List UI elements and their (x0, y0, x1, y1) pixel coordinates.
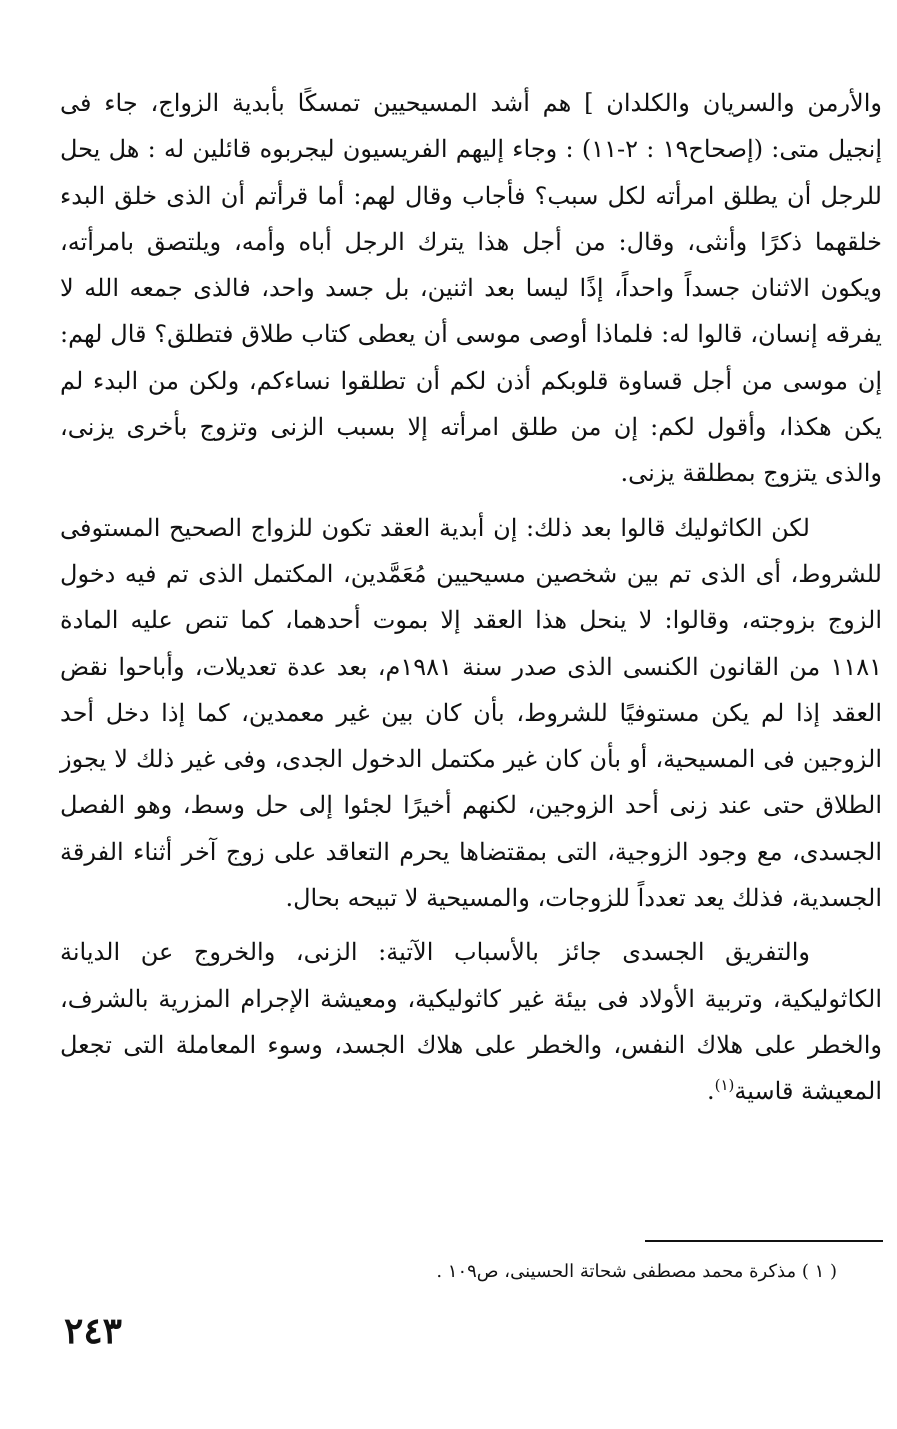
paragraph-3 (60, 929, 882, 1114)
page-number: ٢٤٣ (64, 1310, 123, 1352)
paragraph-3-text: والتفريق الجسدى جائز بالأسباب الآتية: الزنى، والخروج عن الديانة الكاثوليكية، وتربية الأولاد فى بيئة غير كاثوليكية، ومعيشة الإجرام المزرية بالشرف، والخطر على هلاك النفس، والخطر على هلاك الجسد، وسوء المعاملة التى تجعل المعيشة قاسية (60, 938, 882, 1106)
paragraph-3-end: . (706, 1077, 715, 1106)
paragraph-2: لكن الكاثوليك قالوا بعد ذلك: إن أبدية العقد تكون للزواج الصحيح المستوفى للشروط، أى الذى تم بين شخصين مسيحيين مُعَمَّدين، المكتمل الذى تم فيه دخول الزوج بزوجته، وقالوا: لا ينحل هذا العقد إلا بموت أحدهما، كما تنص عليه المادة ١١٨١ من القانون الكنسى الذى صدر سنة ١٩٨١م، بعد عدة تعديلات، وأباحوا نقض العقد إذا لم يكن مستوفيًا للشروط، بأن كان بين غير معمدين، كما إذا دخل أحد الزوجين فى المسيحية، أو بأن كان غير مكتمل الدخول الجدى، وفى غير ذلك لا يجوز الطلاق حتى عند زنى أحد الزوجين، لكنهم أخيرًا لجئوا إلى حل وسط، وهو الفصل الجسدى، مع وجود الزوجية، التى بمقتضاها يحرم التعاقد على زوج آخر أثناء الفرقة الجسدية، فذلك يعد تعدداً للزوجات، والمسيحية لا تبيحه بحال. (60, 513, 883, 913)
paragraph-1: والأرمن والسريان والكلدان ] هم أشد المسيحيين تمسكًا بأبدية الزواج، جاء فى إنجيل متى: (إصحاح١٩ : ٢-١١) : وجاء إليهم الفريسيون ليجربوه قائلين له : هل يحل للرجل أن يطلق امرأته لكل سبب؟ فأجاب وقال لهم: أما قرأتم أن الذى خلق البدء خلقهما ذكرًا وأنثى، وقال: من أجل هذا يترك الرجل أباه وأمه، ويلتصق بامرأته، ويكون الاثنان جسداً واحداً، إذًا ليسا بعد اثنين، بل جسد واحد، فالذى جمعه الله لا يفرقه إنسان، قالوا له: فلماذا أوصى موسى أن يعطى كتاب طلاق فتطلق؟ قال لهم: إن موسى من أجل قساوة قلوبكم أذن لكم أن تطلقوا نساءكم، ولكن من البدء لم يكن هكذا، وأقول لكم: إن من طلق امرأته إلا بسبب الزنى وتزوج بأخرى يزنى، والذى يتزوج بمطلقة يزنى. (60, 89, 883, 488)
footnote: ( ١ ) مذكرة محمد مصطفى شحاتة الحسينى، ص١٠٩ . (436, 1261, 837, 1282)
footnote-divider (645, 1240, 883, 1242)
footnote-reference: (١) (714, 1076, 735, 1095)
page-body (60, 80, 882, 1115)
